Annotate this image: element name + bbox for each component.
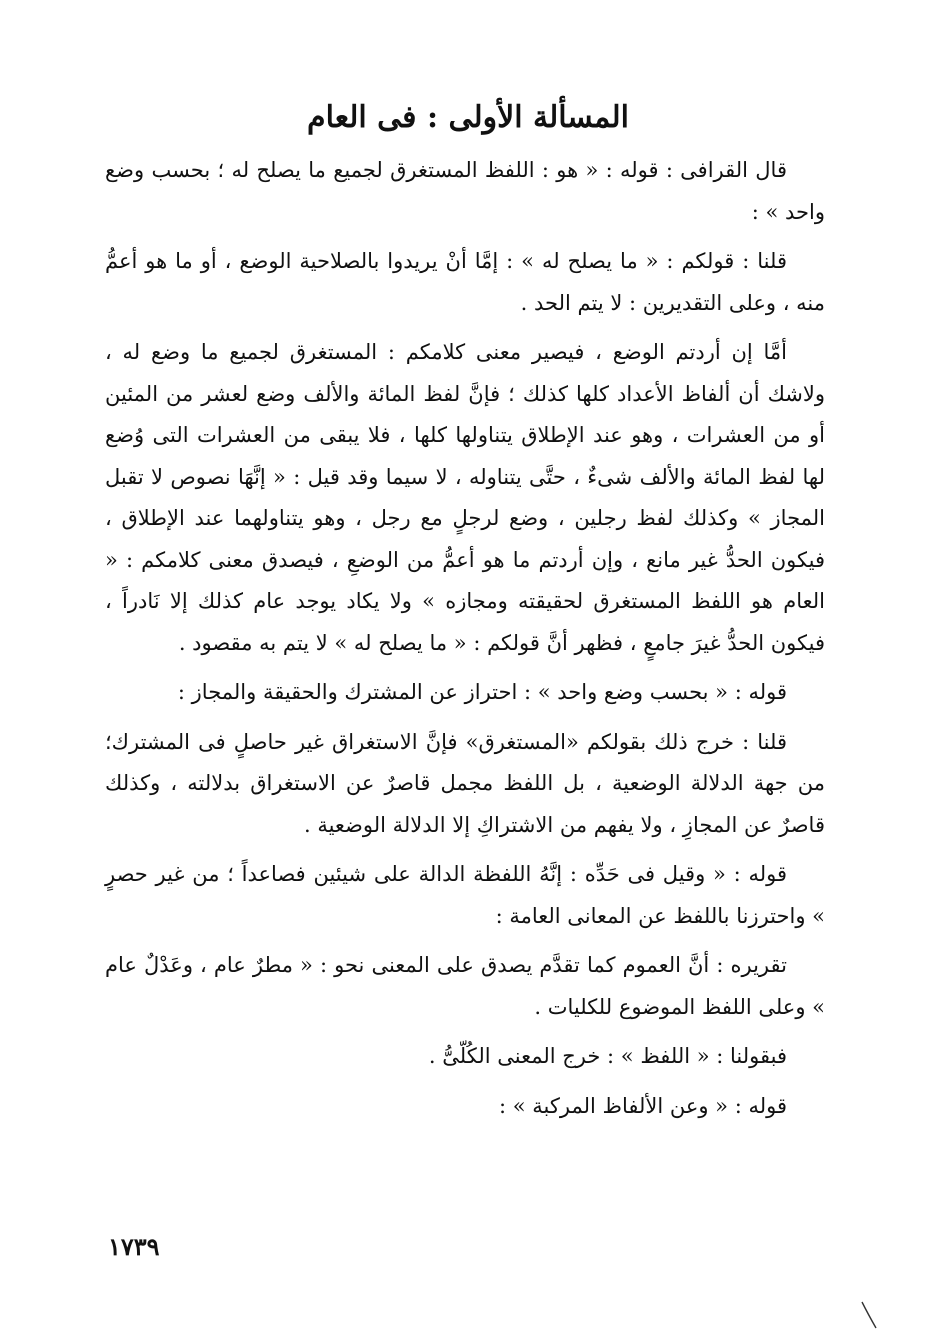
paragraph-1: قال القرافى : قوله : « هو : اللفظ المستغرق لجميع ما يصلح له ؛ بحسب وضع واحد » :: [105, 158, 825, 224]
margin-mark-icon: [860, 1300, 878, 1330]
paragraph-6: قوله : « وقيل فى حَدِّه : إنَّهُ اللفظة الدالة على شيئين فصاعداً ؛ من غير حصرٍ » واحترزنا باللفظ عن المعانى العامة :: [105, 862, 825, 928]
paragraph-9: قوله : « وعن الألفاظ المركبة » :: [499, 1093, 787, 1118]
paragraph-3: أمَّا إن أردتم الوضع ، فيصير معنى كلامكم : المستغرق لجميع ما وضع له ، ولاشك أن ألفاظ الأعداد كلها كذلك ؛ فإنَّ لفظ المائة والألف وضع لعشر من المئين أو من العشرات ، وهو عند الإطلاق يتناولها كلها ، فلا يبقى من العشرات التى وُضع لها لفظ المائة والألف شىءٌ ، حتَّى يتناوله ، لا سيما وقد قيل : « إنَّهَا نصوص لا تقبل المجاز » وكذلك لفظ رجلين ، وضع لرجلٍ مع رجل ، وهو يتناولهما عند الإطلاق ، فيكون الحدُّ غير مانع ، وإن أردتم ما هو أعمُّ من الوضعِ ، فيصدق معنى كلامكم : « العام هو اللفظ المستغرق لحقيقته ومجازه » ولا يكاد يوجد عام كذلك إلا نَادراً ، فيكون الحدُّ غيرَ جامعٍ ، فظهر أنَّ قولكم : « ما يصلح له » لا يتم به مقصود .: [105, 340, 825, 655]
paragraph-4: قوله : « بحسب وضع واحد » : احتراز عن المشترك والحقيقة والمجاز :: [177, 680, 787, 704]
paragraph-7: تقريره : أنَّ العموم كما تقدَّم يصدق على المعنى نحو : « مطرٌ عام ، وعَدْلٌ عام » وعلى اللفظ الموضوع للكليات .: [105, 953, 825, 1019]
paragraph-5: قلنا : خرج ذلك بقولكم «المستغرق» فإنَّ الاستغراق غير حاصلٍ فى المشترك؛ من جهة الدلالة الوضعية ، بل اللفظ مجمل قاصرٌ عن الاستغراق بدلالته ، وكذلك قاصرٌ عن المجازِ ، ولا يفهم من الاشتراكِ إلا الدلالة الوضعية .: [105, 729, 825, 837]
page-title: المسألة الأولى : فى العام: [307, 100, 629, 135]
page-number: ١٧٣٩: [108, 1232, 160, 1261]
paragraph-8: فبقولنا : « اللفظ » : خرج المعنى الكُلّىُّ .: [428, 1044, 787, 1068]
body-text: [105, 150, 825, 1135]
paragraph-2: قلنا : قولكم : « ما يصلح له » : إمَّا أنْ يريدوا بالصلاحية الوضع ، أو ما هو أعمُّ منه ، وعلى التقديرين : لا يتم الحد .: [105, 249, 825, 315]
